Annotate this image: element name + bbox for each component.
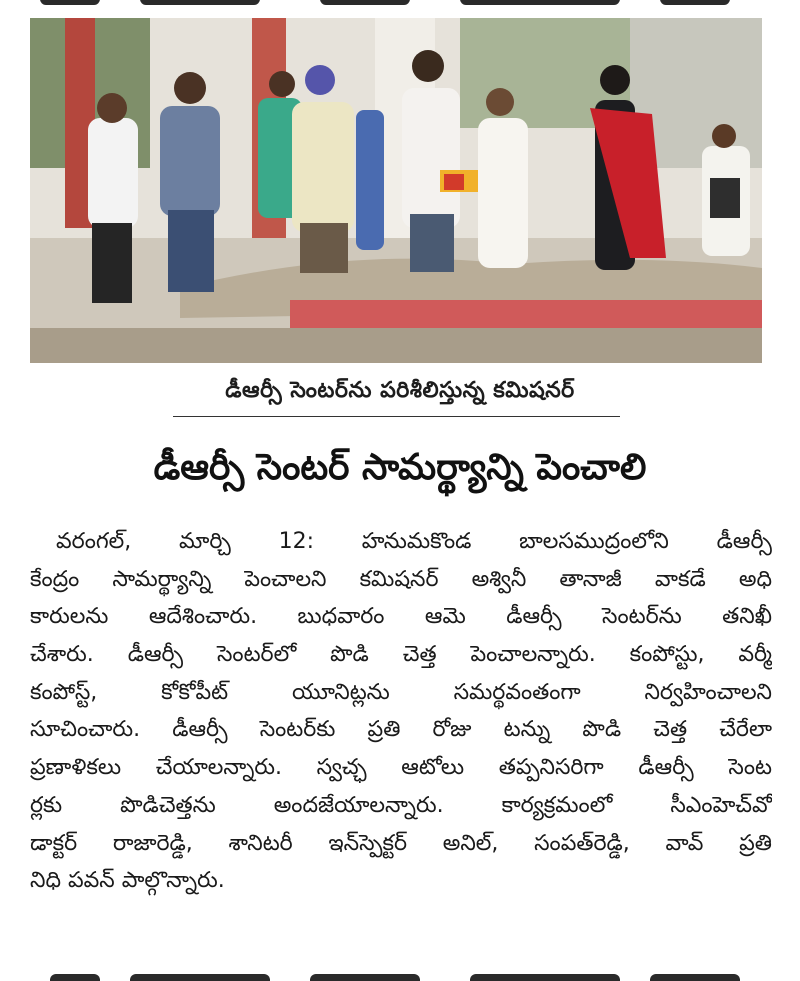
article-line: కంపోస్ట్, కోకోపీట్ యూనిట్లను సమర్థవంతంగా నిర్వహించాలని [30, 679, 772, 705]
article-line: ప్రణాళికలు చేయాలన్నారు. స్వచ్ఛ ఆటోలు తప్పనిసరిగా డీఆర్సీ సెంట [30, 755, 772, 781]
article-line: డాక్టర్ రాజారెడ్డి, శానిటరీ ఇన్‌స్పెక్టర్ అనిల్, సంపత్‌రెడ్డి, వావ్ ప్రతి [30, 830, 772, 856]
photo-caption: డీఆర్సీ సెంటర్‌ను పరిశీలిస్తున్న కమిషనర్ [225, 378, 575, 403]
article-body [30, 523, 772, 900]
article-line: వరంగల్, మార్చి 12: హనుమకొండ బాలసముద్రంలోని డీఆర్సీ [56, 529, 772, 554]
article-line: కారులను ఆదేశించారు. బుధవారం ఆమె డీఆర్సీ సెంటర్‌ను తనిఖీ [30, 604, 772, 630]
article-line: నిధి పవన్ పాల్గొన్నారు. [30, 868, 225, 894]
article-line: కేంద్రం సామర్థ్యాన్ని పెంచాలని కమిషనర్ అశ్వినీ తానాజీ వాకడే అధి [30, 566, 772, 592]
article-line: చేశారు. డీఆర్సీ సెంటర్‌లో పొడి చెత్త పెంచాలన్నారు. కంపోస్టు, వర్మీ [30, 642, 772, 668]
caption-underline [173, 416, 620, 417]
news-photo [30, 18, 762, 363]
article-line: సూచించారు. డీఆర్సీ సెంటర్‌కు ప్రతి రోజు టన్ను పొడి చెత్త చేరేలా [30, 717, 772, 743]
cropped-text-above [30, 0, 770, 14]
cropped-text-below [30, 971, 770, 981]
article-line: ర్లకు పొడిచెత్తను అందజేయాలన్నారు. కార్యక్రమంలో సీఎంహెచ్‌వో [30, 792, 772, 818]
headline: డీఆర్సీ సెంటర్ సామర్థ్యాన్ని పెంచాలి [153, 447, 647, 488]
